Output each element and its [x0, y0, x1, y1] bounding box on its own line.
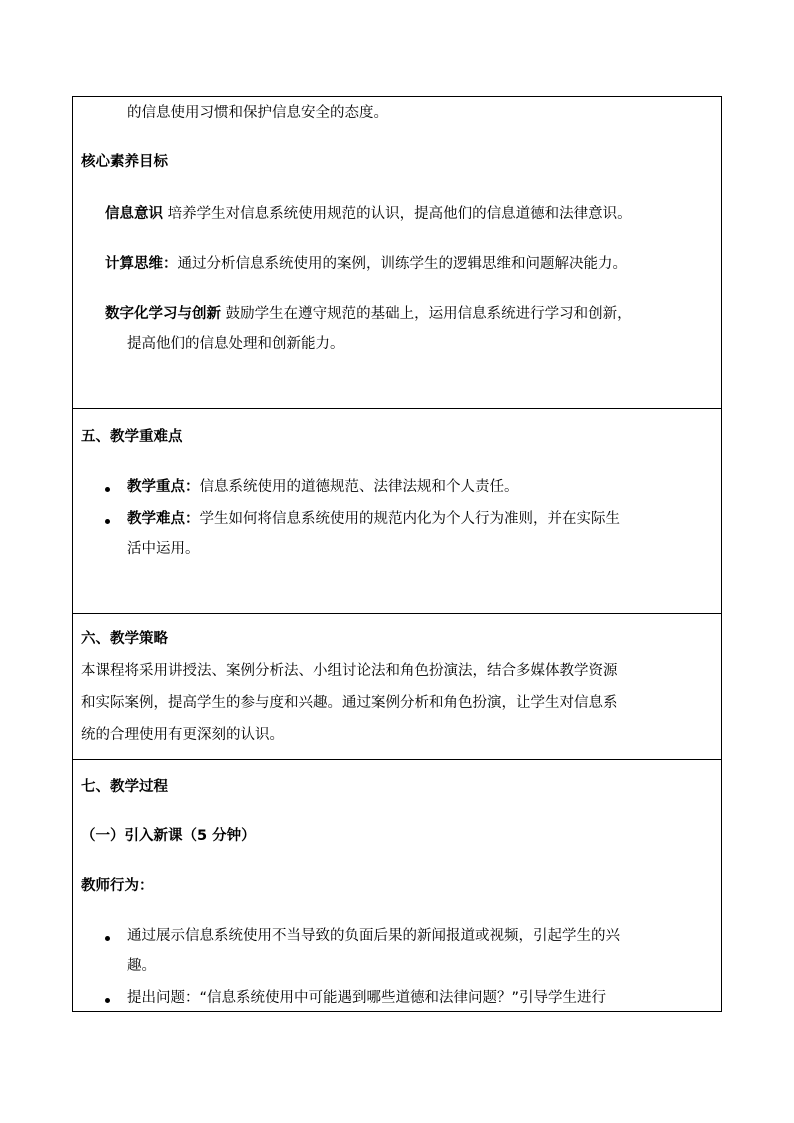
continuation-text: 的信息使用习惯和保护信息安全的态度。 [127, 105, 388, 121]
difficulty-item-hard-cont: 活中运用。 [127, 541, 200, 557]
row-divider [73, 408, 721, 409]
core-item-computational-thinking [105, 254, 627, 274]
core-item-label: 数字化学习与创新 [105, 306, 221, 322]
section5-title: 五、教学重难点 [81, 429, 183, 445]
lesson-plan-table [72, 96, 722, 1012]
bullet-dot-icon [105, 998, 110, 1003]
difficulty-item-hard [127, 509, 620, 529]
difficulty-text: 学生如何将信息系统使用的规范内化为个人行为准则，并在实际生 [199, 511, 620, 527]
teacher-action-item: 提出问题：“信息系统使用中可能遇到哪些道德和法律问题？”引导学生进行 [127, 990, 607, 1006]
section7-title: 七、教学过程 [81, 779, 168, 795]
core-item-text: 鼓励学生在遵守规范的基础上，运用信息系统进行学习和创新， [225, 306, 632, 322]
teacher-behavior-label: 教师行为： [81, 878, 154, 894]
teacher-action-item-cont: 趣。 [127, 958, 156, 974]
difficulty-text: 信息系统使用的道德规范、法律法规和个人责任。 [199, 479, 519, 495]
row-divider [73, 613, 721, 614]
core-item-label: 计算思维： [105, 256, 178, 272]
difficulty-label: 教学重点： [127, 479, 200, 495]
teacher-action-item: 通过展示信息系统使用不当导致的负面后果的新闻报道或视频，引起学生的兴 [127, 928, 620, 944]
bullet-dot-icon [105, 487, 110, 492]
core-item-digital-learning [105, 304, 632, 324]
core-item-text: 培养学生对信息系统使用规范的认识，提高他们的信息道德和法律意识。 [167, 206, 632, 222]
row-divider [73, 759, 721, 760]
strategy-line: 本课程将采用讲授法、案例分析法、小组讨论法和角色扮演法，结合多媒体教学资源 [81, 663, 618, 679]
difficulty-item-key [127, 477, 519, 497]
core-item-info-awareness [105, 204, 632, 224]
strategy-line: 统的合理使用有更深刻的认识。 [81, 727, 284, 743]
core-item-digital-learning-cont: 提高他们的信息处理和创新能力。 [127, 336, 345, 352]
bullet-dot-icon [105, 936, 110, 941]
section6-title: 六、教学策略 [81, 631, 168, 647]
difficulty-label: 教学难点： [127, 511, 200, 527]
bullet-dot-icon [105, 519, 110, 524]
strategy-line: 和实际案例，提高学生的参与度和兴趣。通过案例分析和角色扮演，让学生对信息系 [81, 695, 618, 711]
core-item-label: 信息意识 [105, 206, 163, 222]
core-literacy-title: 核心素养目标 [81, 154, 168, 170]
intro-subtitle: （一）引入新课（5 分钟） [81, 828, 256, 844]
core-item-text: 通过分析信息系统使用的案例，训练学生的逻辑思维和问题解决能力。 [177, 256, 627, 272]
